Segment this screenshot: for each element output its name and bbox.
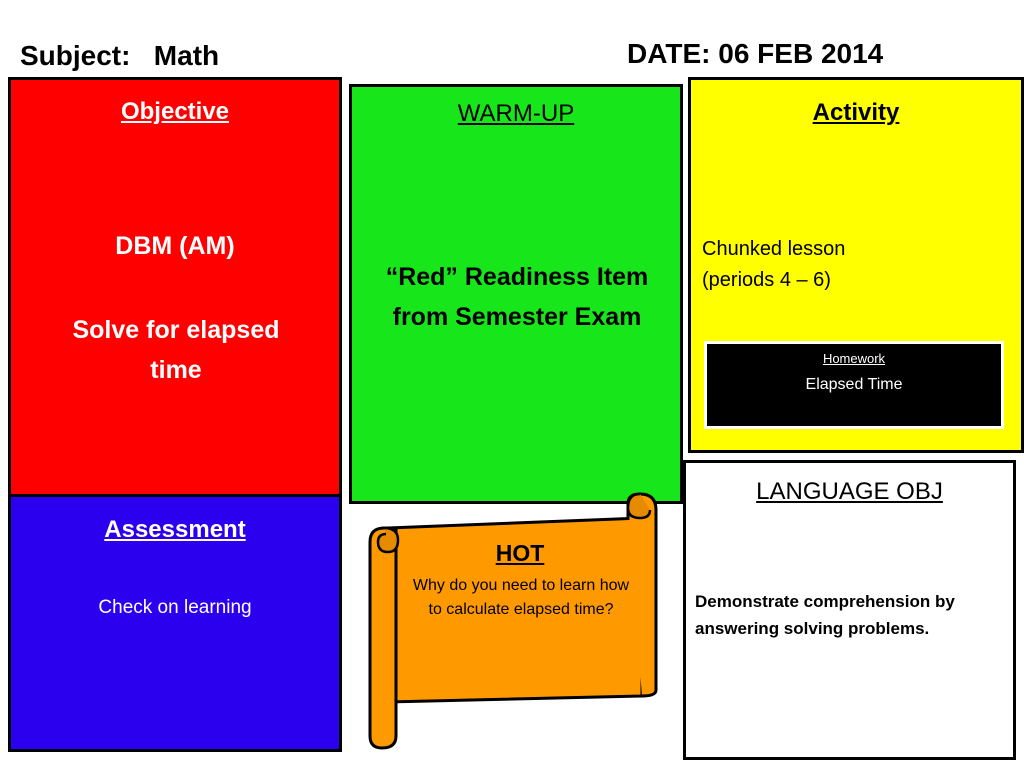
language-text: Demonstrate comprehension by answering solving problems. <box>695 592 955 638</box>
assessment-title: Assessment <box>104 516 246 543</box>
activity-title: Activity <box>812 99 900 126</box>
language-title: LANGUAGE OBJ <box>756 478 943 505</box>
homework-text: Elapsed Time <box>805 376 903 393</box>
warmup-title: WARM-UP <box>457 100 575 127</box>
homework-box <box>704 341 1004 429</box>
objective-panel <box>8 77 342 497</box>
date-label: DATE: 06 FEB 2014 <box>627 38 884 69</box>
language-panel <box>683 460 1016 760</box>
assessment-text: Check on learning <box>98 597 252 618</box>
activity-line-1: Chunked lesson <box>702 238 846 260</box>
hot-text: Why do you need to learn how to calculate elapsed time? <box>412 577 630 618</box>
activity-line-2: (periods 4 – 6) <box>702 269 831 291</box>
warmup-text: “Red” Readiness Item from Semester Exam <box>385 263 649 331</box>
objective-title: Objective <box>120 98 230 125</box>
scroll-left-roll <box>370 528 396 748</box>
objective-line-2: Solve for elapsed time <box>72 316 280 384</box>
assessment-panel <box>8 494 342 752</box>
homework-title: Homework <box>822 351 886 366</box>
hot-title: HOT <box>495 540 545 566</box>
warmup-panel <box>349 84 683 504</box>
subject-label: Subject: Math <box>20 40 220 71</box>
objective-line-1: DBM (AM) <box>115 232 235 260</box>
activity-panel <box>688 77 1024 453</box>
